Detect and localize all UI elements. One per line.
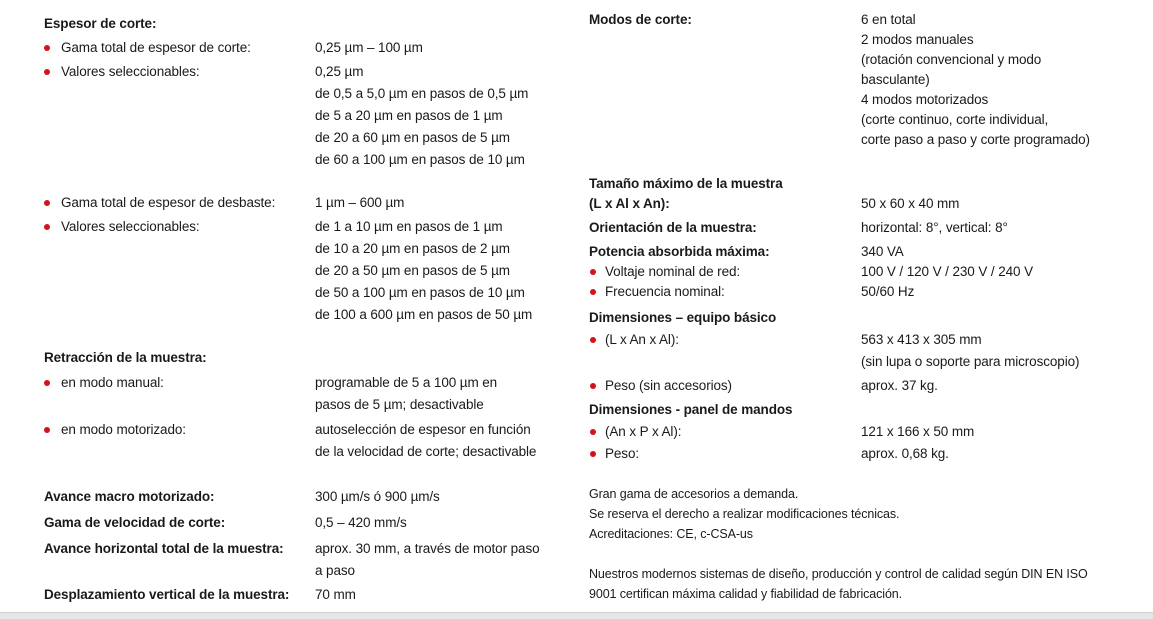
modos-line: 4 modos motorizados [861,92,989,107]
retraccion-heading: Retracción de la muestra: [44,350,207,365]
desbaste-gama-value: 1 µm – 600 µm [315,195,405,210]
tamano-heading: Tamaño máximo de la muestra [589,176,783,191]
dim-panel-anp-value: 121 x 166 x 50 mm [861,424,975,439]
espesor-valor-line: 0,25 µm [315,64,364,79]
bullet-icon [590,337,596,343]
frecuencia-label: Frecuencia nominal: [605,284,725,299]
desbaste-valores-label: Valores seleccionables: [61,219,200,234]
modos-line: corte paso a paso y corte programado) [861,132,1090,147]
espesor-valor-line: de 5 a 20 µm en pasos de 1 µm [315,108,503,123]
desbaste-valor-line: de 10 a 20 µm en pasos de 2 µm [315,241,510,256]
potencia-value: 340 VA [861,244,904,259]
dim-basico-peso-value: aprox. 37 kg. [861,378,938,393]
modos-line: (rotación convencional y modo [861,52,1042,67]
spec-value: 300 µm/s ó 900 µm/s [315,489,440,504]
dim-basico-lan-label: (L x An x Al): [605,332,679,347]
spec-label: Desplazamiento vertical de la muestra: [44,587,290,602]
spec-label: Gama de velocidad de corte: [44,515,226,530]
bullet-icon [44,45,50,51]
bullet-icon [44,224,50,230]
spec-label: Avance macro motorizado: [44,489,215,504]
note-line: Acreditaciones: CE, c-CSA-us [589,527,753,541]
espesor-gama-value: 0,25 µm – 100 µm [315,40,423,55]
voltaje-value: 100 V / 120 V / 230 V / 240 V [861,264,1033,279]
spec-value: 70 mm [315,587,356,602]
dim-panel-anp-label: (An x P x Al): [605,424,682,439]
bullet-icon [44,69,50,75]
bullet-icon [590,451,596,457]
bullet-icon [590,383,596,389]
bullet-icon [44,427,50,433]
retraccion-manual-label: en modo manual: [61,375,164,390]
modos-line: (corte continuo, corte individual, [861,112,1049,127]
spec-value: aprox. 30 mm, a través de motor paso [315,541,540,556]
modos-heading: Modos de corte: [589,12,692,27]
desbaste-valor-line: de 50 a 100 µm en pasos de 10 µm [315,285,525,300]
bullet-icon [44,200,50,206]
note-line: Se reserva el derecho a realizar modificaciones técnicas. [589,507,900,521]
espesor-gama-label: Gama total de espesor de corte: [61,40,251,55]
voltaje-label: Voltaje nominal de red: [605,264,741,279]
retraccion-motor-label: en modo motorizado: [61,422,186,437]
bullet-icon [44,380,50,386]
spec-value: a paso [315,563,355,578]
dim-panel-heading: Dimensiones - panel de mandos [589,402,793,417]
dim-basico-lan-note: (sin lupa o soporte para microscopio) [861,354,1080,369]
espesor-valor-line: de 20 a 60 µm en pasos de 5 µm [315,130,510,145]
espesor-valores-label: Valores seleccionables: [61,64,200,79]
quality-line: Nuestros modernos sistemas de diseño, producción y control de calidad según DIN EN ISO [589,567,1088,581]
espesor-heading: Espesor de corte: [44,16,157,31]
dim-basico-peso-label: Peso (sin accesorios) [605,378,732,393]
espesor-valor-line: de 60 a 100 µm en pasos de 10 µm [315,152,525,167]
dim-panel-peso-label: Peso: [605,446,640,461]
potencia-heading: Potencia absorbida máxima: [589,244,770,259]
retraccion-motor-line: autoselección de espesor en función [315,422,531,437]
desbaste-valor-line: de 1 a 10 µm en pasos de 1 µm [315,219,503,234]
retraccion-manual-line: programable de 5 a 100 µm en [315,375,498,390]
spec-value: 0,5 – 420 mm/s [315,515,407,530]
desbaste-valor-line: de 20 a 50 µm en pasos de 5 µm [315,263,510,278]
note-line: Gran gama de accesorios a demanda. [589,487,799,501]
spec-label: Avance horizontal total de la muestra: [44,541,284,556]
dim-basico-heading: Dimensiones – equipo básico [589,310,777,325]
modos-line: basculante) [861,72,930,87]
desbaste-gama-label: Gama total de espesor de desbaste: [61,195,276,210]
retraccion-manual-line: pasos de 5 µm; desactivable [315,397,484,412]
tamano-heading-sub: (L x Al x An): [589,196,670,211]
retraccion-motor-line: de la velocidad de corte; desactivable [315,444,537,459]
dim-basico-lan-value: 563 x 413 x 305 mm [861,332,982,347]
quality-line: 9001 certifican máxima calidad y fiabilidad de fabricación. [589,587,903,601]
bullet-icon [590,269,596,275]
frecuencia-value: 50/60 Hz [861,284,915,299]
desbaste-valor-line: de 100 a 600 µm en pasos de 50 µm [315,307,533,322]
tamano-value: 50 x 60 x 40 mm [861,196,960,211]
bullet-icon [590,289,596,295]
orientacion-heading: Orientación de la muestra: [589,220,757,235]
espesor-valor-line: de 0,5 a 5,0 µm en pasos de 0,5 µm [315,86,529,101]
orientacion-value: horizontal: 8°, vertical: 8° [861,220,1008,235]
bullet-icon [590,429,596,435]
dim-panel-peso-value: aprox. 0,68 kg. [861,446,949,461]
modos-line: 6 en total [861,12,916,27]
modos-line: 2 modos manuales [861,32,974,47]
